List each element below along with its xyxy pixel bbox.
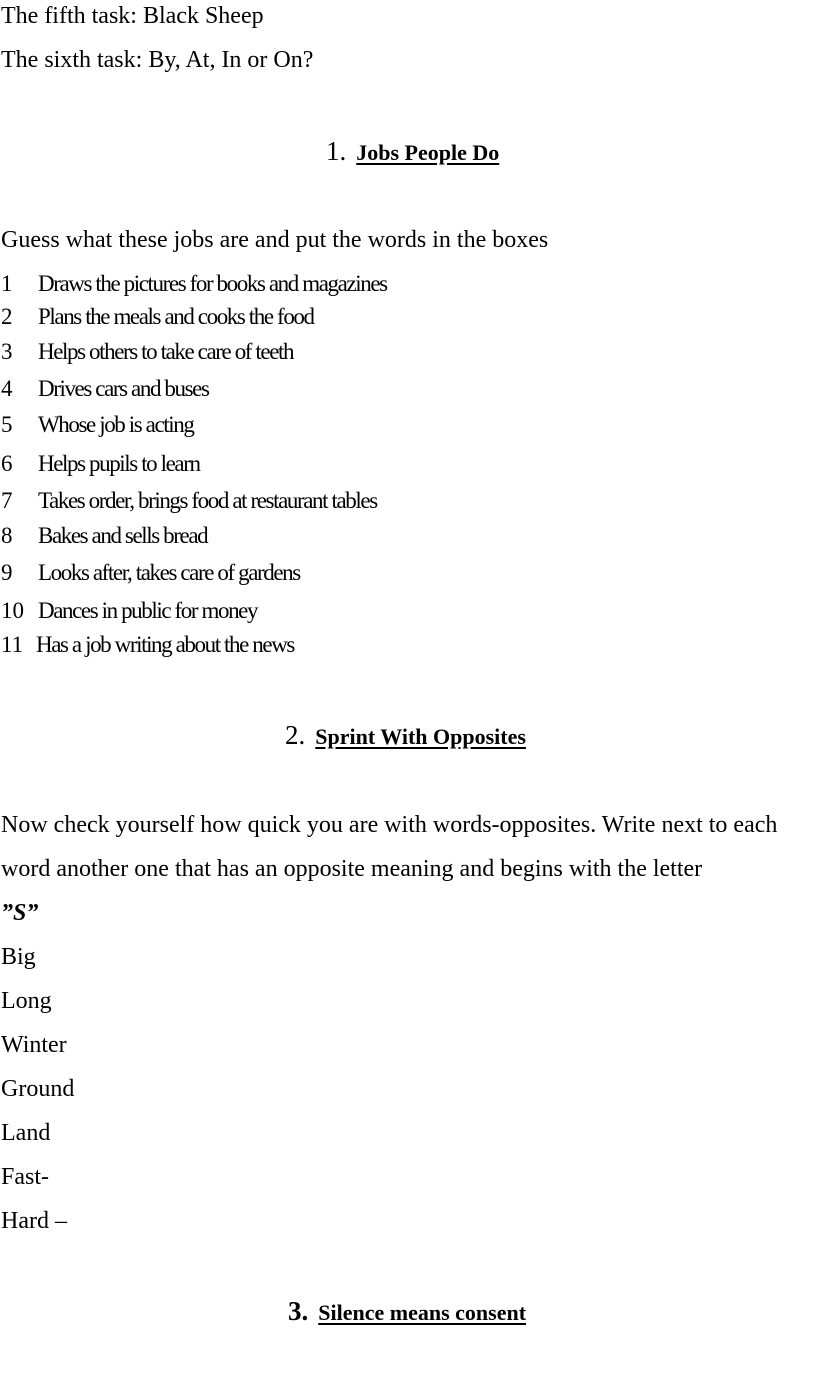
section-2-title: Sprint With Opposites <box>315 724 526 749</box>
list-item: 2 Plans the meals and cooks the food <box>1 304 314 329</box>
section-3-title: Silence means consent <box>318 1300 527 1325</box>
list-item: 3 Helps others to take care of teeth <box>1 339 294 364</box>
list-item: 7 Takes order, brings food at restaurant tables <box>1 488 377 513</box>
section-2-number: 2. <box>285 720 306 750</box>
section-3-number: 3. <box>288 1296 309 1326</box>
task-five-line: The fifth task: Black Sheep <box>1 3 264 29</box>
task-six-line: The sixth task: By, At, In or On? <box>1 47 314 73</box>
letter-s: ”S” <box>1 900 39 926</box>
list-item: 8 Bakes and sells bread <box>1 523 208 548</box>
section-1-heading <box>326 138 499 165</box>
list-item: 9 Looks after, takes care of gardens <box>1 560 300 585</box>
section-2-instruction: Now check yourself how quick you are with words-opposites. Write next to each word another one that has an opposite meaning and begins with the letter ”S” <box>1 812 778 926</box>
word-item: Fast- <box>1 1164 49 1190</box>
word-item: Long <box>1 988 52 1014</box>
list-item: 6 Helps pupils to learn <box>1 451 200 476</box>
section-3-heading <box>288 1298 526 1325</box>
word-item: Winter <box>1 1032 67 1058</box>
section-1-number: 1. <box>326 136 347 166</box>
list-item: 5 Whose job is acting <box>1 412 194 437</box>
list-item: 1 Draws the pictures for books and magazines <box>1 271 387 296</box>
section-1-title: Jobs People Do <box>356 140 500 165</box>
list-item: 4 Drives cars and buses <box>1 376 209 401</box>
word-item: Hard – <box>1 1208 67 1234</box>
list-item: 11 Has a job writing about the news <box>1 632 294 657</box>
word-item: Ground <box>1 1076 75 1102</box>
section-1-instruction: Guess what these jobs are and put the words in the boxes <box>1 227 549 253</box>
word-item: Land <box>1 1120 51 1146</box>
word-item: Big <box>1 944 36 970</box>
section-2-heading <box>285 722 526 749</box>
list-item: 10 Dances in public for money <box>1 598 258 623</box>
